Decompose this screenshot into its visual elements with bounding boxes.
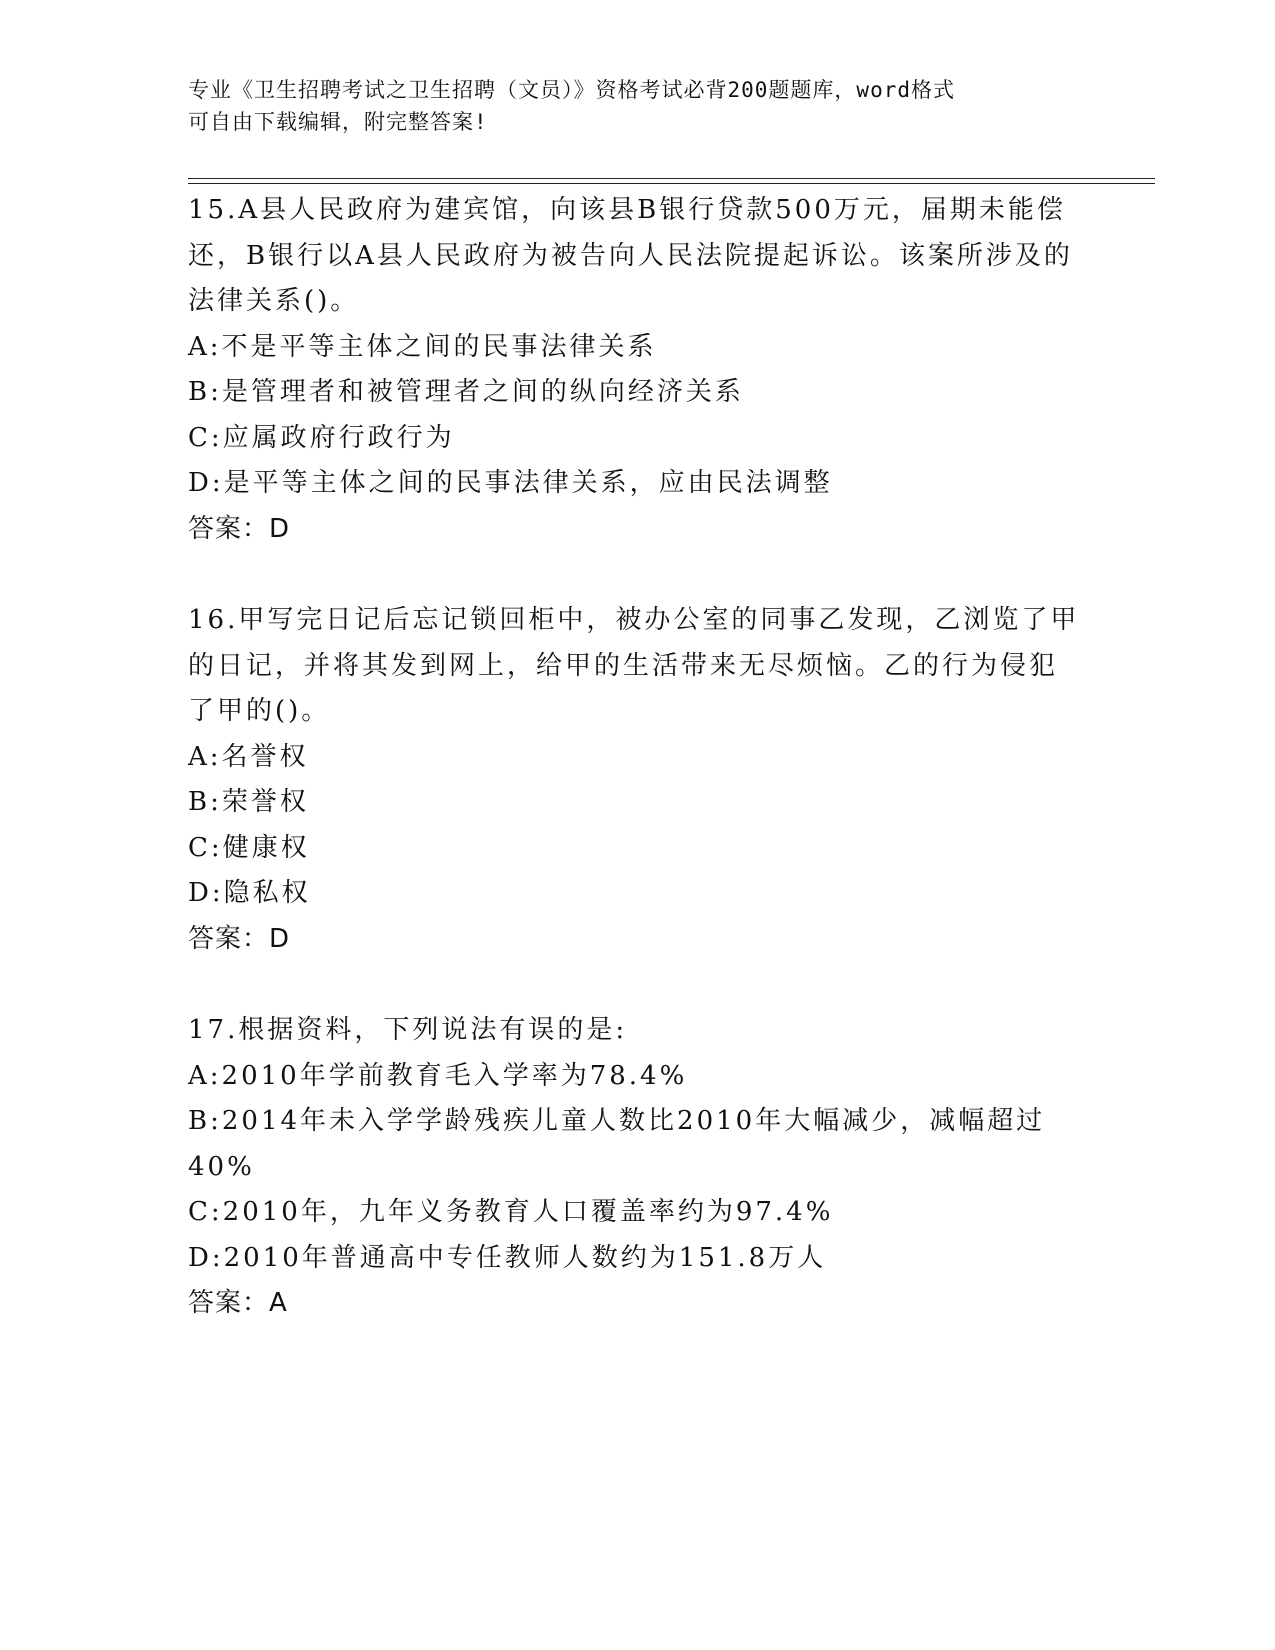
question-stem-line: 17.根据资料，下列说法有误的是: xyxy=(188,1015,628,1045)
option-c: C:健康权 xyxy=(188,832,310,863)
option-b: B:2014年未入学学龄残疾儿童人数比2010年大幅减少，减幅超过 xyxy=(188,1106,1046,1136)
option-a: A:名誉权 xyxy=(188,741,309,772)
header-divider-top xyxy=(188,178,1155,179)
question-list xyxy=(188,188,1088,1373)
option-b-continued: 40% xyxy=(188,1151,255,1182)
document-header xyxy=(188,74,1088,138)
question-16 xyxy=(188,598,1088,962)
option-d: D:是平等主体之间的民事法律关系，应由民法调整 xyxy=(188,468,833,498)
question-stem-line: 16.甲写完日记后忘记锁回柜中，被办公室的同事乙发现，乙浏览了甲 xyxy=(188,605,1080,635)
question-17 xyxy=(188,1008,1088,1327)
answer-line: 答案：D xyxy=(188,513,291,544)
option-a: A:2010年学前教育毛入学率为78.4% xyxy=(188,1060,688,1091)
option-b: B:是管理者和被管理者之间的纵向经济关系 xyxy=(188,377,744,407)
option-c: C:应属政府行政行为 xyxy=(188,422,455,453)
question-stem-line: 的日记，并将其发到网上，给甲的生活带来无尽烦恼。乙的行为侵犯 xyxy=(188,650,1059,681)
option-b: B:荣誉权 xyxy=(188,787,309,817)
header-divider-bottom xyxy=(188,183,1155,184)
question-stem-line: 法律关系()。 xyxy=(188,286,360,316)
option-d: D:2010年普通高中专任教师人数约为151.8万人 xyxy=(188,1242,827,1273)
answer-line: 答案：A xyxy=(188,1288,288,1318)
option-a: A:不是平等主体之间的民事法律关系 xyxy=(188,331,657,362)
option-d: D:隐私权 xyxy=(188,878,311,908)
question-15 xyxy=(188,188,1088,552)
question-stem-line: 还，B银行以A县人民政府为被告向人民法院提起诉讼。该案所涉及的 xyxy=(188,240,1073,271)
answer-line: 答案：D xyxy=(188,923,291,954)
question-stem-line: 15.A县人民政府为建宾馆，向该县B银行贷款500万元，届期未能偿 xyxy=(188,195,1066,225)
header-line-1: 专业《卫生招聘考试之卫生招聘（文员）》资格考试必背200题题库，word格式 xyxy=(188,78,955,102)
option-c: C:2010年，九年义务教育人口覆盖率约为97.4% xyxy=(188,1197,834,1227)
question-stem-line: 了甲的()。 xyxy=(188,696,331,726)
header-line-2: 可自由下载编辑，附完整答案! xyxy=(188,110,488,134)
